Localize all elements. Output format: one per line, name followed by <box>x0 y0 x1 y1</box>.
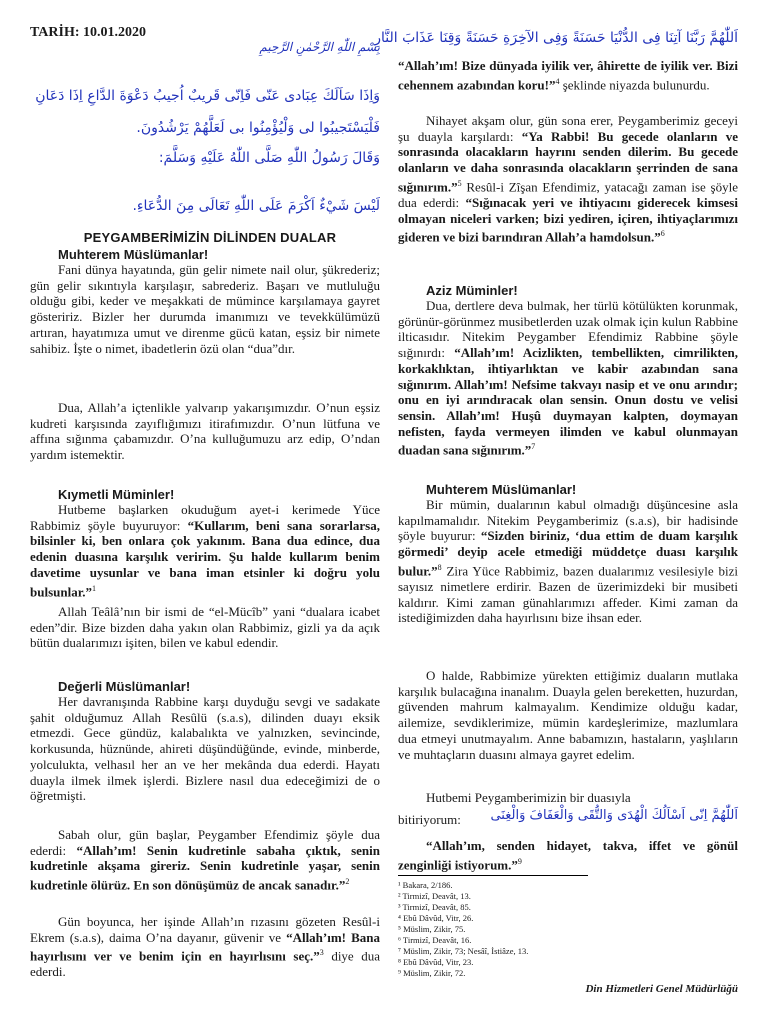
footnote-8: ⁸ Ebû Dâvûd, Vitr, 23. <box>398 957 474 967</box>
right-paragraph-7 <box>398 838 738 873</box>
heading-muhterem: Muhterem Müslümanlar! <box>58 247 209 262</box>
verse-arabic-line-1: وَاِذَا سَاَلَكَ عِبَادى عَنّى فَاِنّى قَريبٌ اُجيبُ دَعْوَةَ الدَّاعِ اِذَا دَعَانِ <box>35 88 380 104</box>
r-p7-quote: “Allah’ım, senden hidayet, takva, iffet ve gönül zenginliği istiyorum.” <box>398 838 738 873</box>
hadith-intro-arabic: وَقَالَ رَسُولُ اللّٰهِ صَلَّى اللّٰهُ عَلَيْهِ وَسَلَّمَ: <box>158 150 380 166</box>
footnote-2: ² Tirmizî, Deavât, 13. <box>398 891 471 901</box>
footnote-3: ³ Tirmizî, Deavât, 85. <box>398 902 471 912</box>
right-paragraph-2 <box>398 113 738 245</box>
right-paragraph-4 <box>398 497 738 626</box>
footnote-ref-4: 4 <box>555 76 560 86</box>
right-paragraph-6: Hutbemi Peygamberimizin bir duasıyla <box>426 790 631 805</box>
r-p2-text-2: Resûl-i Zîşan Efendimiz, yatacağı zaman ise şöyle dua ederdi: <box>398 179 738 210</box>
right-paragraph-1 <box>398 58 738 93</box>
r-p2-quote: “Ya Rabbi! Bu gecede olanların ve sonrasında olacakların hayrını senden dilerim. Bu gecede olanların ve daha sonrasında olacakların şerrinden de sana sığınırım.” <box>398 128 738 195</box>
p7-quote: “Allah’ım! Bana hayırlısını ver ve benim için en hayırlısını seç.” <box>30 929 380 964</box>
r-p1-quote: “Allah’ım! Bize dünyada iyilik ver, âhirette de iyilik ver. Bizi cehennem azabından koru!” <box>398 58 738 93</box>
r-p3-text: Dua, dertlere deva bulmak, her türlü kötülükten korunmak, görünür-görünmez musibetlerden uzak olmak için kulun Rabbine ilticasıdır. Nitekim Peygamber Efendimiz Rabbine şöyle sığınırdı: <box>398 298 738 361</box>
paragraph-2: Dua, Allah’a içtenlikle yalvarıp yakarışımızdır. O’nun eşsiz kudreti karşısında zayıflığımızı itirafımızdır. O’nun lütfuna ve affına sığınma çabamızdır. O’na kulluğumuzu arz edip, O’ndan yardım istemektir. <box>30 400 380 463</box>
p7-end: diye dua ederdi. <box>30 948 381 980</box>
hadith-arabic: لَيْسَ شَيْءٌ اَكْرَمَ عَلَى اللّٰهِ تَعَالَى مِنَ الدُّعَاءِ. <box>132 198 380 214</box>
footnote-9: ⁹ Müslim, Zikir, 72. <box>398 968 466 978</box>
r-p4-text: Bir mümin, dualarının kabul olmadığı düşüncesine asla kapılmamalıdır. Nitekim Peygamberimiz (s.a.s), bir hadisinde şöyle buyurur: <box>398 497 738 544</box>
footnote-divider <box>398 875 588 876</box>
paragraph-3 <box>30 502 380 600</box>
verse-arabic-line-2: فَلْيَسْتَجيبُوا لى وَلْيُؤْمِنُوا بى لَعَلَّهُمْ يَرْشُدُونَ. <box>136 120 380 136</box>
r-p3-quote: “Allah’ım! Acizlikten, tembellikten, cimrilikten, korkaklıktan, ihtiyarlıktan ve kabir azabından sana sığınırım. Allah’ım! Nefsime takvayı nasip et ve onu arındır; onu en iyi arındıracak olan sensin. Onun dostu ve velisi sensin. Allah’ım! Huşû duymayan kalpten, doymayan nefisten, fayda vermeyen ilimden ve kabul olunmayan duadan sana sığınırım.” <box>398 345 738 458</box>
r-p2-text: Nihayet akşam olur, gün sona erer, Peygamberimiz geceyi şu duayla karşılardı: <box>398 113 738 144</box>
footnote-4: ⁴ Ebû Dâvûd, Vitr, 26. <box>398 913 474 923</box>
footnote-ref-9: 9 <box>517 856 522 866</box>
sermon-title: PEYGAMBERİMİZİN DİLİNDEN DUALAR <box>83 230 337 245</box>
footnotes <box>398 880 528 979</box>
date-label: TARİH: 10.01.2020 <box>30 25 147 40</box>
heading-aziz: Aziz Müminler! <box>426 283 518 298</box>
footnote-6: ⁶ Tirmizî, Deavât, 16. <box>398 935 472 945</box>
r-p4-end: Zira Yüce Rabbimiz, bazen dualarımız vesilesiyle bizi sayısız nimetlere erdirir. Bazen de üzerimizdeki bir musibeti kaldırır. Kimi zaman günahlarımızı affeder. Kimi zaman da istediğimizden daha hayırlısını bize ihsan eder. <box>398 563 738 626</box>
footnote-ref-2: 2 <box>345 877 350 887</box>
basmala-arabic: بِسْمِ اللّٰهِ الرَّحْمٰنِ الرَّحِيمِ <box>259 40 380 54</box>
footnote-7: ⁷ Müslim, Zikir, 73; Nesâî, İstiâze, 13. <box>398 946 529 956</box>
heading-kiymetli: Kıymetli Müminler! <box>58 487 175 502</box>
paragraph-1: Fani dünya hayatında, gün gelir nimete nail olur, şükrederiz; gün gelir sıkıntıyla karşılaşır, sabrederiz. Başarı ve mutluluğu olduğu gibi, keder ve meşakkati de mümince karşılamaya gayret gösteririz. Bizler her durumda imanımızı ve tevekkülümüzü artıran, hayatımıza umut ve direnme gücü katan, eşsiz bir nimete sahibiz. İşte o nimet, ibadetlerin özü olan “dua”dır. <box>30 262 380 356</box>
dua-arabic-top: اَللّٰهُمَّ رَبَّنَا آتِنَا فِى الدُّنْيَا حَسَنَةً وَفِى الآخِرَةِ حَسَنَةً وَقِنَا عَذَابَ النَّارِ <box>374 30 738 46</box>
p7-text: Gün boyunca, her işinde Allah’ın rızasını gözeten Resûl-i Ekrem (s.a.s), daima O’na dayanır, güvenir ve <box>30 914 380 945</box>
p6-quote: “Allah’ım! Senin kudretinle sabaha çıktık, senin kudretinle akşama gireriz. Senin kudretinle yaşar, senin kudretinle ölürüz. En son dönüşümüz de ancak sanadır.” <box>30 842 381 893</box>
p3-quote: “Kullarım, beni sana sorarlarsa, bilsinler ki, ben onlara çok yakınım. Bana dua edince, dua edenin duasına karşılık veririm. Şu halde kullarım benim davetime uysunlar ve bana iman etsinler ki doğru yolu bulsunlar.” <box>30 517 380 599</box>
right-paragraph-3 <box>398 298 738 458</box>
right-paragraph-5: O halde, Rabbimize yürekten ettiğimiz duaların mutlaka karşılık bulacağına inanalım. Duayla gelen bereketten, huzurdan, güvenden mahrum kalmayalım. Kendimize olduğu kadar, ailemize, sevdiklerimize, mümin kardeşlerimize, mazlumlara dua etmeyi unutmayalım. Anne babamızın, hastaların, yaşlıların ve muhtaçların duasını almaya gayret edelim. <box>398 668 738 762</box>
heading-muhterem-2: Muhterem Müslümanlar! <box>426 482 577 497</box>
p3-text: Hutbeme başlarken okuduğum ayet-i kerimede Yüce Rabbimiz şöyle buyuruyor: <box>30 502 380 533</box>
footnote-ref-5: 5 <box>457 178 462 188</box>
footnote-ref-3: 3 <box>319 948 324 958</box>
footnote-1: ¹ Bakara, 2/186. <box>398 880 453 890</box>
r-p4-quote: “Sizden biriniz, ‘dua ettim de duam karşılık görmedi’ deyip acele etmediği müddetçe duası karşılık bulur.” <box>398 528 738 579</box>
paragraph-5: Her davranışında Rabbine karşı duyduğu sevgi ve sadakate şahit olduğumuz Allah Resûlü (s.a.s), dilinden duayı eksik etmezdi. Gece gündüz, kalabalıkta ve yalnızken, sevincinde, korkusunda, hüznünde, ahireti düşündüğünde, evinde, minberde, yolculukta, velhasıl her an ve her mekânda dua ederdi. Hayatı duayla ilmek ilmek işlerdi. Bizlere nasıl dua edeceğimizi de o öğretmişti. <box>30 694 380 804</box>
footnote-ref-8: 8 <box>437 562 442 572</box>
r-p2-quote-2: “Sığınacak yeri ve ihtiyacını giderecek kimsesi olmayan niceleri varken; bizi yediren, içiren, ihtiyaçlarımızı gideren ve bizi barındıran Allah’a hamdolsun.” <box>398 194 738 245</box>
footer-directorate: Din Hizmetleri Genel Müdürlüğü <box>585 983 738 995</box>
footnote-ref-6: 6 <box>660 229 665 239</box>
r-p1-end: şeklinde niyazda bulunurdu. <box>559 77 710 93</box>
footnote-ref-7: 7 <box>531 442 536 452</box>
right-paragraph-6-end: bitiriyorum: <box>398 812 461 827</box>
p6-text: Sabah olur, gün başlar, Peygamber Efendimiz şöyle dua ederdi: <box>30 827 380 858</box>
footnote-ref-1: 1 <box>92 583 97 593</box>
footnote-5: ⁵ Müslim, Zikir, 75. <box>398 924 466 934</box>
paragraph-7 <box>30 914 380 980</box>
paragraph-4: Allah Teâlâ’nın bir ismi de “el-Mücîb” yani “dualara icabet eden”dir. Bize bizden daha yakın olan Rabbimiz, gizli ya da açık bütün dualarımızı işiten, bilen ve kabul edendir. <box>30 604 380 651</box>
heading-degerli: Değerli Müslümanlar! <box>58 679 191 694</box>
paragraph-6 <box>30 827 380 893</box>
closing-dua-arabic: اَللّٰهُمَّ اِنّى اَسْاَلُكَ الْهُدَى وَالتُّقَى وَالْعَفَافَ وَالْغِنَى <box>490 808 738 823</box>
